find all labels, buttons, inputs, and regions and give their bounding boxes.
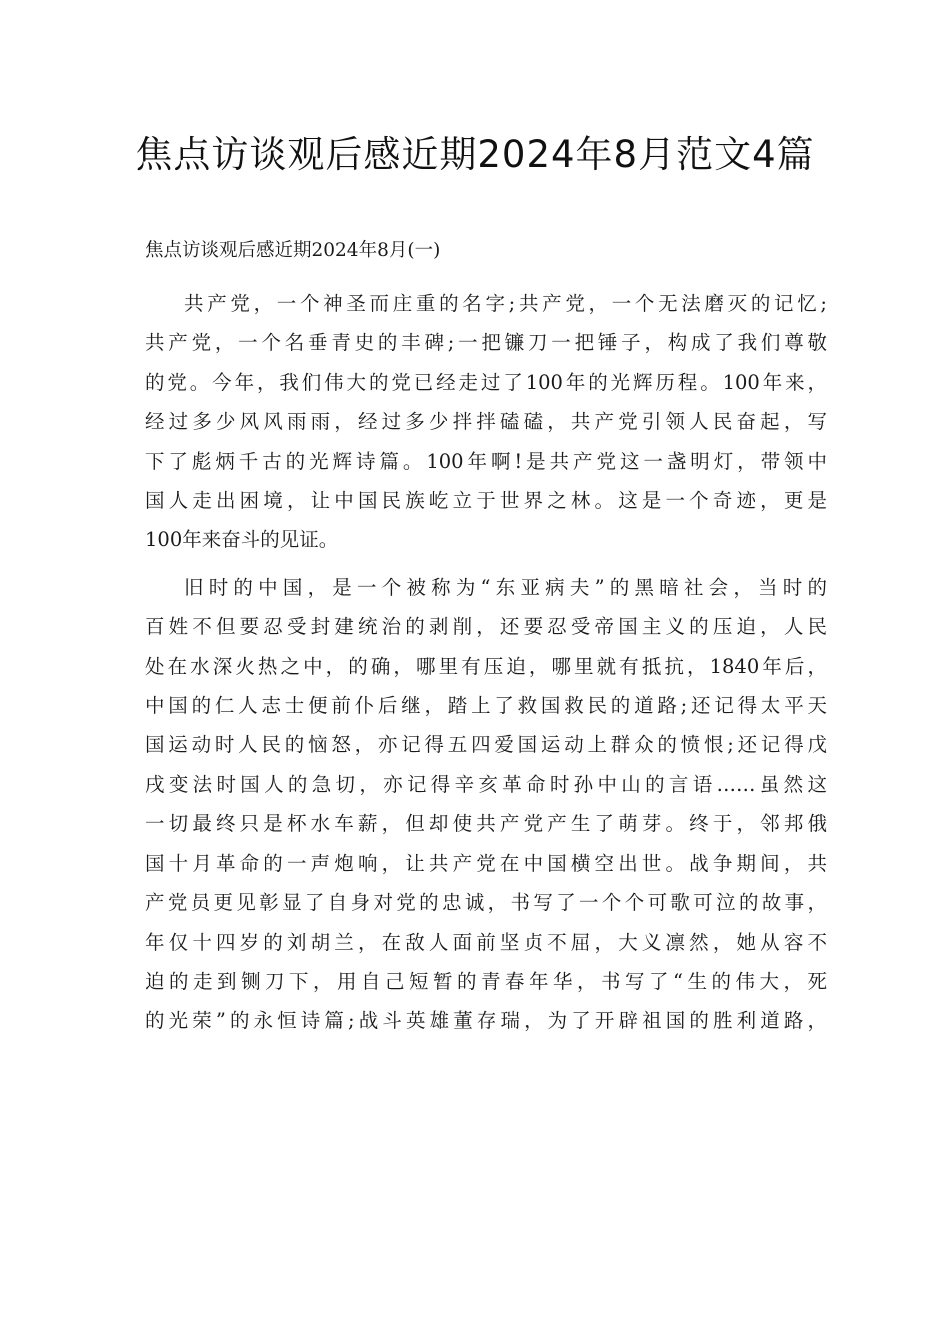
- document-body: [145, 284, 827, 1049]
- paragraph-line: 百姓不但要忍受封建统治的剥削，还要忍受帝国主义的压迫，人民: [145, 615, 827, 639]
- paragraph-line: 产党员更见彰显了自身对党的忠诚，书写了一个个可歌可泣的故事，: [145, 891, 827, 915]
- paragraph-line: 国人走出困境，让中国民族屹立于世界之林。这是一个奇迹，更是: [145, 489, 827, 513]
- paragraph-line: 的光荣”的永恒诗篇;战斗英雄董存瑞，为了开辟祖国的胜利道路，: [145, 1009, 827, 1033]
- paragraph-line: 旧时的中国，是一个被称为“东亚病夫”的黑暗社会，当时的: [184, 575, 827, 599]
- document-title: 焦点访谈观后感近期2024年8月范文4篇: [135, 133, 815, 176]
- paragraph-line: 100年来奋斗的见证。: [145, 528, 339, 552]
- paragraph-line: 共产党，一个名垂青史的丰碑;一把镰刀一把锤子，构成了我们尊敬: [145, 331, 827, 355]
- paragraph-line: 国运动时人民的恼怒，亦记得五四爱国运动上群众的愤恨;还记得戊: [145, 733, 827, 757]
- paragraph-line: 戌变法时国人的急切，亦记得辛亥革命时孙中山的言语……虽然这: [145, 772, 827, 796]
- paragraph-line: 迫的走到铡刀下，用自己短暂的青春年华，书写了“生的伟大，死: [145, 969, 827, 993]
- paragraph-2: [145, 568, 827, 1041]
- paragraph-line: 共产党，一个神圣而庄重的名字;共产党，一个无法磨灭的记忆;: [184, 292, 827, 315]
- paragraph-line: 处在水深火热之中，的确，哪里有压迫，哪里就有抵抗，1840年后，: [145, 654, 827, 678]
- paragraph-line: 经过多少风风雨雨，经过多少拌拌磕磕，共产党引领人民奋起，写: [145, 410, 827, 434]
- paragraph-line: 国十月革命的一声炮响，让共产党在中国横空出世。战争期间，共: [145, 851, 827, 875]
- section-heading: 焦点访谈观后感近期2024年8月(一): [145, 240, 441, 261]
- paragraph-line: 的党。今年，我们伟大的党已经走过了100年的光辉历程。100年来，: [145, 370, 827, 394]
- paragraph-line: 年仅十四岁的刘胡兰，在敌人面前坚贞不屈，大义凛然，她从容不: [145, 930, 827, 954]
- paragraph-line: 下了彪炳千古的光辉诗篇。100年啊!是共产党这一盏明灯，带领中: [145, 449, 827, 473]
- paragraph-line: 一切最终只是杯水车薪，但却使共产党产生了萌芽。终于，邻邦俄: [145, 812, 827, 836]
- paragraph-line: 中国的仁人志士便前仆后继，踏上了救国救民的道路;还记得太平天: [145, 694, 827, 718]
- paragraph-1: [145, 284, 827, 560]
